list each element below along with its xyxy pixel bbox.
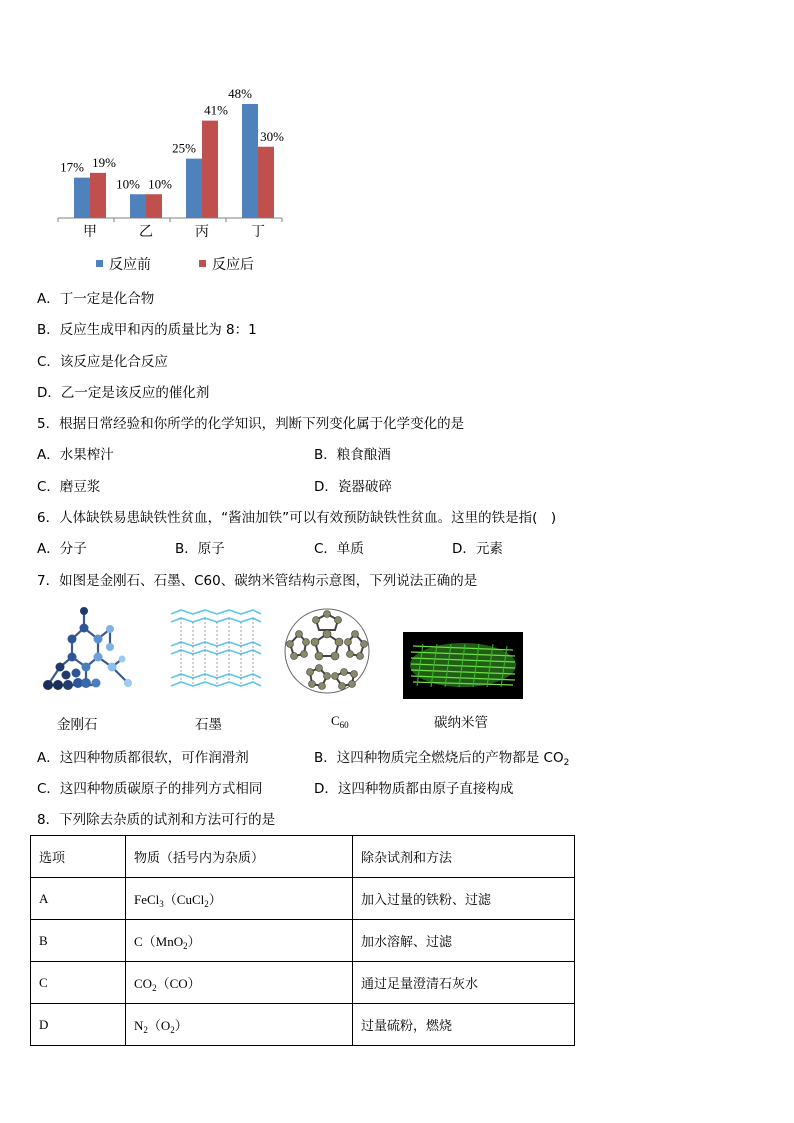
q6-stem: 6．人体缺铁易患缺铁性贫血，“酱油加铁”可以有效预防缺铁性贫血。这里的铁是指( ) [37, 510, 557, 526]
row-b-option: B [31, 920, 126, 962]
value-label-after-3: 30% [260, 128, 284, 144]
header-substance: 物质（括号内为杂质） [126, 836, 353, 878]
bar-after-3 [258, 147, 274, 218]
graphite-label: 石墨 [195, 717, 222, 733]
q4-option-a: A．丁一定是化合物 [37, 291, 155, 307]
q6-option-d: D．元素 [452, 541, 503, 557]
nanotube-structure-image [403, 632, 523, 699]
table-row [31, 920, 575, 962]
row-d-method: 过量硫粉，燃烧 [353, 1004, 575, 1046]
bar-after-2 [202, 121, 218, 218]
q8-table [30, 835, 575, 1046]
c60-label-subscript: 60 [339, 720, 349, 730]
category-label-3: 丁 [251, 224, 265, 240]
chart-legend [96, 257, 254, 273]
bar-after-1 [146, 194, 162, 218]
row-d-option: D [31, 1004, 126, 1046]
bar-before-0 [74, 178, 90, 218]
q5-option-d: D．瓷器破碎 [314, 479, 392, 495]
row-d-substance: $N_2(O_2)$ [126, 1004, 353, 1046]
table-header-row [31, 836, 575, 878]
q7-option-b [314, 749, 569, 767]
q6-option-b: B．原子 [175, 541, 225, 557]
table-row [31, 962, 575, 1004]
c60-label [331, 713, 349, 729]
q7-option-a: A．这四种物质都很软，可作润滑剂 [37, 750, 249, 766]
q5-option-c: C．磨豆浆 [37, 479, 101, 495]
q4-option-b: B．反应生成甲和丙的质量比为 8：1 [37, 322, 257, 338]
row-b-method: 加水溶解、过滤 [353, 920, 575, 962]
q5-option-b: B．粮食酿酒 [314, 447, 391, 463]
legend-label-after: 反应后 [212, 257, 254, 273]
chart-category-labels [83, 224, 265, 240]
table-row [31, 878, 575, 920]
value-label-before-3: 48% [228, 86, 252, 101]
c60-label-main: C [331, 713, 340, 728]
q4-option-c: C．该反应是化合反应 [37, 354, 168, 370]
bar-before-2 [186, 159, 202, 218]
bar-after-0 [90, 173, 106, 218]
value-label-before-0: 17% [60, 159, 84, 175]
q7-option-d: D．这四种物质都由原子直接构成 [314, 781, 514, 797]
row-c-option: C [31, 962, 126, 1004]
value-label-before-1: 10% [116, 176, 140, 192]
category-label-0: 甲 [83, 224, 97, 240]
header-option: 选项 [31, 836, 126, 878]
row-a-substance: FeCl$_3$（CuCl$_2$） [126, 878, 353, 920]
q6-option-c: C．单质 [314, 541, 364, 557]
q7-option-b-subscript: 2 [563, 758, 570, 768]
q7-option-b-text: B．这四种物质完全燃烧后的产物都是 CO [314, 750, 564, 766]
graphite-structure-image [167, 606, 265, 694]
row-c-substance: $CO_2(CO)$ [126, 962, 353, 1004]
legend-swatch-before [96, 260, 103, 267]
q5-option-a: A．水果榨汁 [37, 447, 114, 463]
category-label-1: 乙 [139, 224, 153, 240]
nanotube-label: 碳纳米管 [434, 715, 488, 731]
table-row [31, 1004, 575, 1046]
header-method: 除杂试剂和方法 [353, 836, 575, 878]
row-c-method: 通过足量澄清石灰水 [353, 962, 575, 1004]
q8-stem: 8．下列除去杂质的试剂和方法可行的是 [37, 812, 276, 828]
c60-structure-image [280, 604, 374, 698]
row-b-substance: C（MnO$_2$） [126, 920, 353, 962]
chart-ticks [58, 218, 282, 222]
q7-option-c: C．这四种物质碳原子的排列方式相同 [37, 781, 263, 797]
value-label-after-1: 10% [148, 176, 172, 192]
q4-option-d: D．乙一定是该反应的催化剂 [37, 385, 210, 401]
q5-stem: 5．根据日常经验和你所学的化学知识，判断下列变化属于化学变化的是 [37, 416, 465, 432]
row-a-method: 加入过量的铁粉、过滤 [353, 878, 575, 920]
value-label-after-0: 19% [92, 154, 116, 170]
bar-before-1 [130, 194, 146, 218]
diamond-label: 金刚石 [57, 717, 98, 733]
q7-stem: 7．如图是金刚石、石墨、C60、碳纳米管结构示意图，下列说法正确的是 [37, 573, 478, 589]
row-a-option: A [31, 878, 126, 920]
bar-before-3 [242, 104, 258, 218]
legend-swatch-after [199, 260, 206, 267]
q6-option-a: A．分子 [37, 541, 87, 557]
value-label-after-2: 41% [204, 102, 228, 118]
value-label-before-2: 25% [172, 140, 196, 156]
category-label-2: 丙 [195, 224, 209, 240]
diamond-structure-image [36, 603, 142, 695]
bar-chart [30, 80, 300, 280]
legend-label-before: 反应前 [109, 257, 151, 273]
